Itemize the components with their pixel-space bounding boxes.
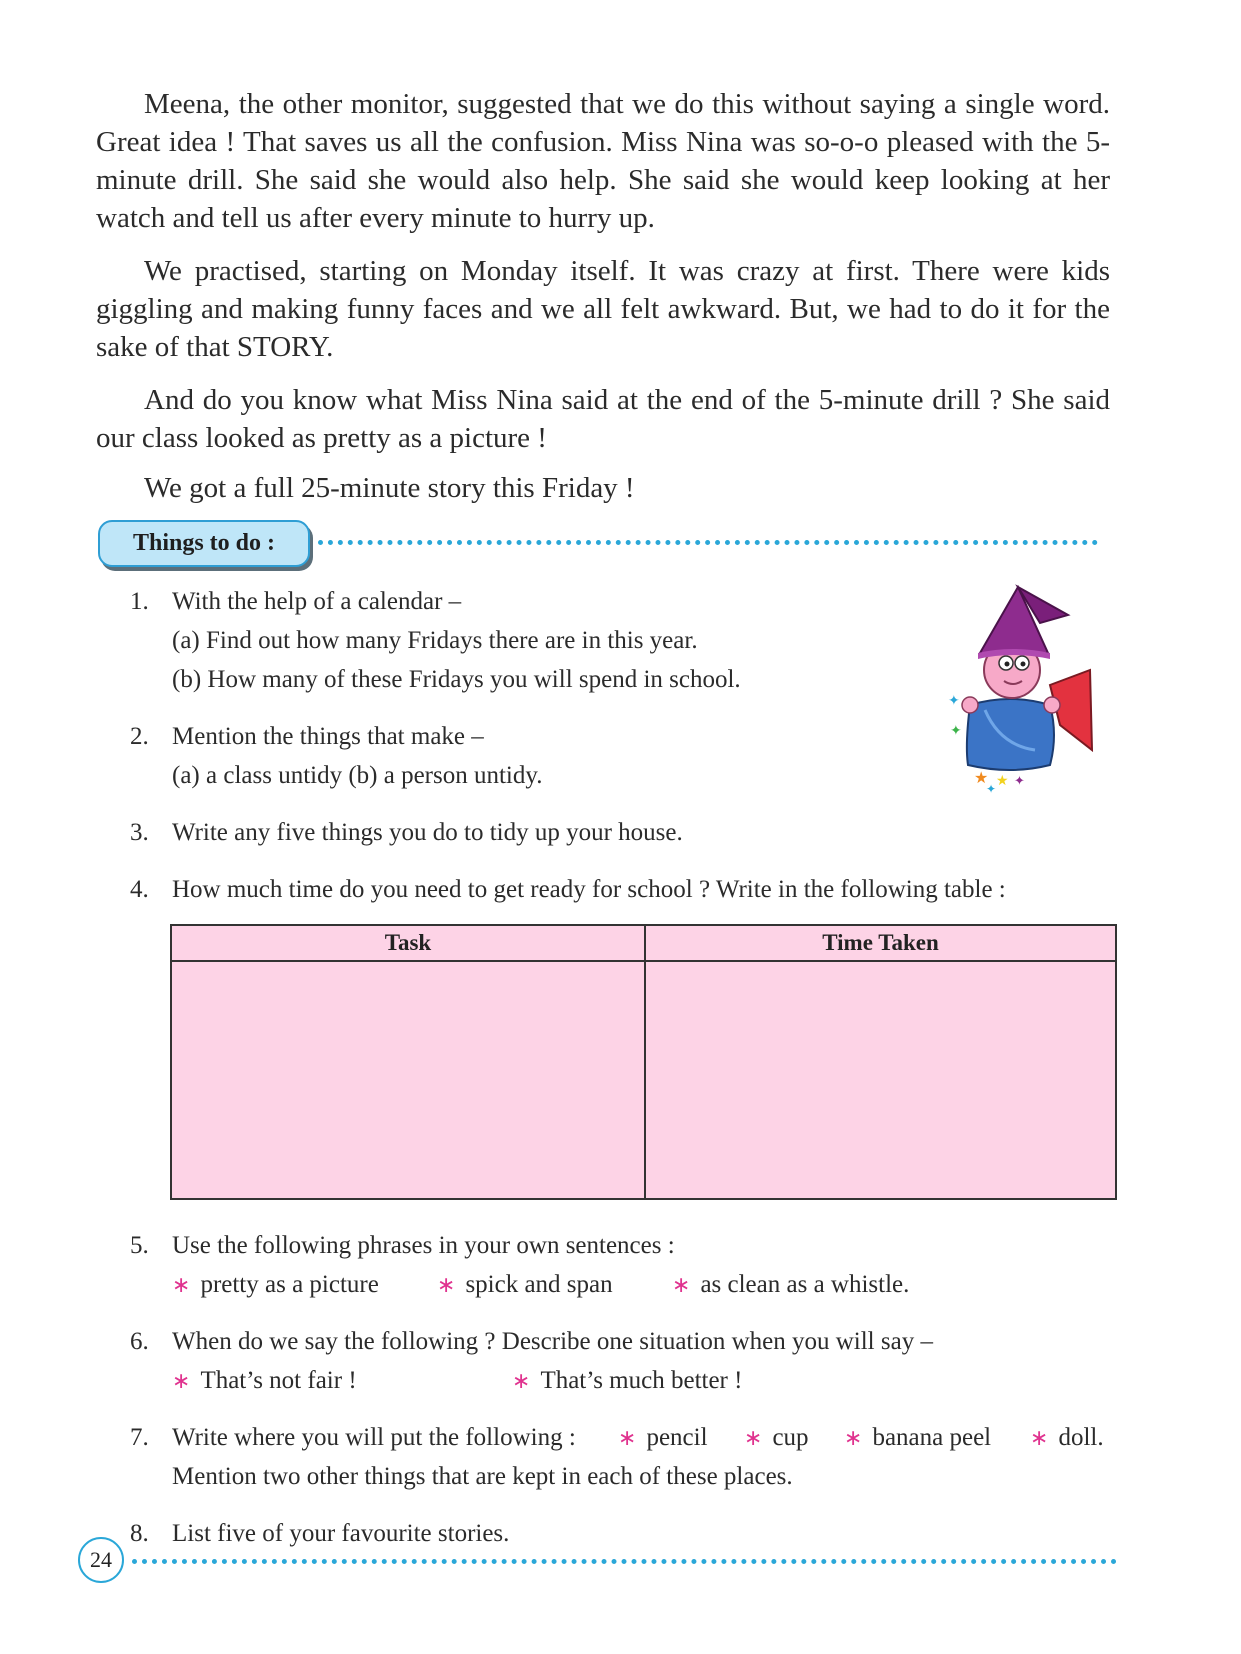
svg-text:★: ★ bbox=[996, 773, 1009, 789]
question-text: Use the following phrases in your own sentences : bbox=[172, 1232, 675, 1259]
svg-text:✦: ✦ bbox=[1014, 774, 1025, 789]
svg-text:★: ★ bbox=[974, 768, 989, 787]
story-paragraph-3: And do you know what Miss Nina said at the end of the 5-minute drill ? She said our class looked as pretty as a picture ! bbox=[96, 384, 1110, 454]
question-1-sub-a: (a) Find out how many Fridays there are in this year. bbox=[172, 627, 698, 654]
question-text: With the help of a calendar – bbox=[172, 588, 462, 615]
asterisk-icon: ∗ bbox=[437, 1273, 456, 1298]
question-text: Mention the things that make – bbox=[172, 723, 484, 750]
page-number: 24 bbox=[78, 1537, 124, 1583]
phrase-item bbox=[172, 1364, 357, 1399]
asterisk-icon: ∗ bbox=[172, 1369, 191, 1394]
question-number: 5. bbox=[130, 1232, 149, 1259]
item-entry bbox=[744, 1421, 809, 1456]
question-number: 1. bbox=[130, 588, 149, 615]
question-text: Write where you will put the following : bbox=[172, 1424, 576, 1451]
asterisk-icon: ∗ bbox=[618, 1426, 637, 1451]
question-number: 2. bbox=[130, 723, 149, 750]
asterisk-icon: ∗ bbox=[172, 1273, 191, 1298]
phrase-text: That’s much better ! bbox=[540, 1367, 743, 1394]
phrase-text: That’s not fair ! bbox=[200, 1367, 357, 1394]
phrase-text: as clean as a whistle. bbox=[700, 1271, 910, 1298]
question-text: List five of your favourite stories. bbox=[172, 1520, 510, 1547]
table-column-divider bbox=[644, 926, 646, 1198]
item-entry bbox=[618, 1421, 708, 1456]
asterisk-icon: ∗ bbox=[744, 1426, 763, 1451]
question-number: 7. bbox=[130, 1424, 149, 1451]
wizard-illustration bbox=[940, 575, 1100, 795]
phrase-item bbox=[672, 1268, 909, 1303]
item-text: cup bbox=[772, 1424, 809, 1451]
asterisk-icon: ∗ bbox=[844, 1426, 863, 1451]
question-1-sub-b: (b) How many of these Fridays you will spend in school. bbox=[172, 666, 741, 693]
item-text: banana peel bbox=[872, 1424, 992, 1451]
item-entry bbox=[844, 1421, 991, 1456]
table-header-task: Task bbox=[384, 930, 432, 955]
dotted-divider-bottom bbox=[132, 1559, 1117, 1564]
item-text: pencil bbox=[646, 1424, 708, 1451]
item-text: doll. bbox=[1058, 1424, 1104, 1451]
asterisk-icon: ∗ bbox=[512, 1369, 531, 1394]
question-number: 3. bbox=[130, 819, 149, 846]
phrase-item bbox=[512, 1364, 742, 1399]
question-text: When do we say the following ? Describe one situation when you will say – bbox=[172, 1328, 933, 1355]
table-header-time: Time Taken bbox=[822, 930, 939, 955]
things-to-do-heading: Things to do : bbox=[98, 520, 310, 567]
svg-text:✦: ✦ bbox=[948, 693, 960, 709]
question-2-sub: (a) a class untidy (b) a person untidy. bbox=[172, 762, 543, 789]
phrase-item bbox=[437, 1268, 613, 1303]
item-entry bbox=[1030, 1421, 1104, 1456]
task-time-table bbox=[170, 924, 1117, 1200]
question-number: 6. bbox=[130, 1328, 149, 1355]
question-number: 8. bbox=[130, 1520, 149, 1547]
story-paragraph-2: We practised, starting on Monday itself. It was crazy at first. There were kids giggling and making funny faces and we all felt awkward. But, we had to do it for the sake of that STORY. bbox=[96, 255, 1110, 363]
phrase-text: spick and span bbox=[465, 1271, 613, 1298]
svg-text:✦: ✦ bbox=[950, 723, 962, 739]
dotted-divider-top bbox=[318, 540, 1098, 545]
question-7-line-2: Mention two other things that are kept in each of these places. bbox=[172, 1463, 793, 1490]
phrase-item bbox=[172, 1268, 379, 1303]
story-paragraph-4: We got a full 25-minute story this Friday ! bbox=[144, 472, 635, 504]
question-text: Write any five things you do to tidy up your house. bbox=[172, 819, 683, 846]
question-number: 4. bbox=[130, 876, 149, 903]
asterisk-icon: ∗ bbox=[672, 1273, 691, 1298]
question-text: How much time do you need to get ready for school ? Write in the following table : bbox=[172, 876, 1006, 903]
story-paragraph-1: Meena, the other monitor, suggested that we do this without saying a single word. Great idea ! That saves us all the confusion. Miss Nina was so-o-o pleased with the 5-minute drill. She said she would also help. She said she would keep looking at her watch and tell us after every minute to hurry up. bbox=[96, 88, 1110, 234]
asterisk-icon: ∗ bbox=[1030, 1426, 1049, 1451]
phrase-text: pretty as a picture bbox=[200, 1271, 379, 1298]
svg-text:✦: ✦ bbox=[986, 782, 997, 795]
